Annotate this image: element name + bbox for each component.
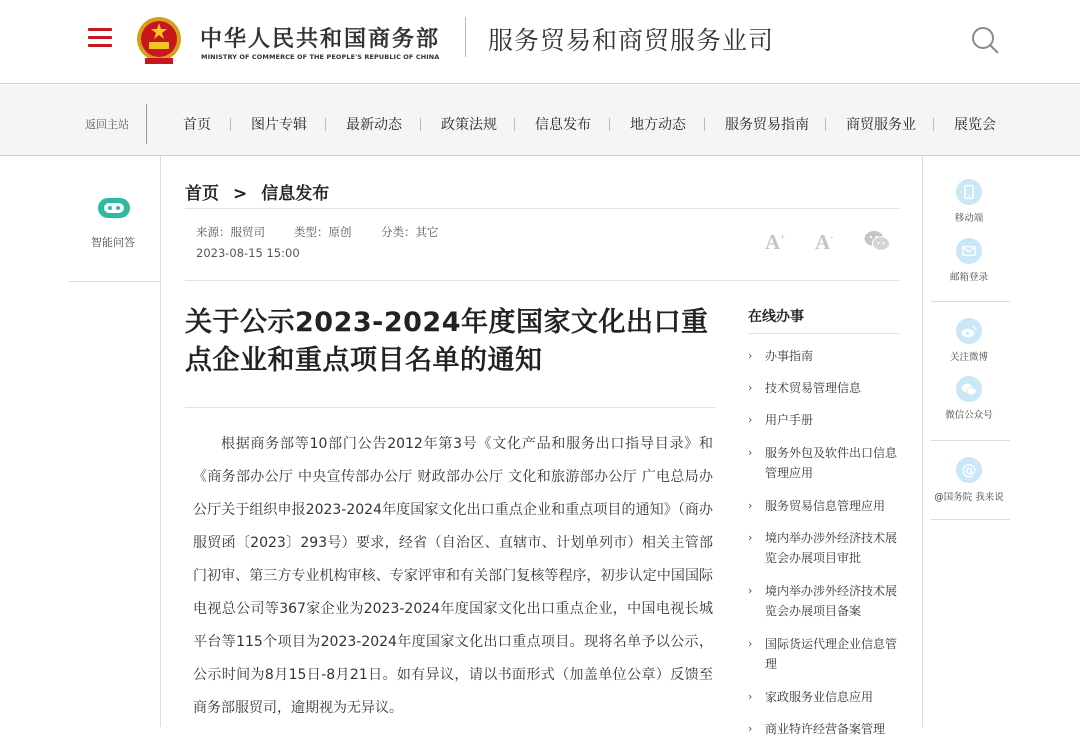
- mail-login-label[interactable]: 邮箱登录: [949, 272, 988, 283]
- nav-back-to-main-site[interactable]: 返回主站: [85, 118, 129, 131]
- nav-separator: [514, 118, 515, 131]
- nav-item-home[interactable]: 首页: [183, 117, 211, 133]
- chevron-right-icon: ›: [748, 722, 753, 735]
- nav-item-exhibitions[interactable]: 展览会: [954, 117, 996, 133]
- font-decrease-button[interactable]: A-: [815, 230, 834, 254]
- nav-item-policies[interactable]: 政策法规: [441, 117, 497, 133]
- service-link-housekeeping[interactable]: › 家政服务业信息应用: [748, 687, 900, 707]
- article-date: 2023-08-15 15:00: [196, 246, 300, 260]
- robot-chat-icon[interactable]: [97, 196, 131, 220]
- left-column-border: [160, 156, 161, 727]
- article-body: 根据商务部等10部门公告2012年第3号《文化产品和服务出口指导目录》和《商务部办公厅 中央宣传部办公厅 财政部办公厅 文化和旅游部办公厅 广电总局办公厅关于组织申报2023-2024年度国家文化出口重点企业和重点项目的通知》（商办服贸函〔2023〕293号）要求，经省（自治区、直辖市、计划单列市）相关主管部门初审、第三方专业机构审核、专家评审和有关部门复核等程序，初步认定中国国际电视总公司等367家企业为2023-2024年度国家文化出口重点企业，中国电视长城平台等115个项目为2023-2024年度国家文化出口重点项目。现将名单予以公示，公示时间为8月15日-8月21日。如有异议，请以书面形式（加盖单位公章）反馈至商务部服贸司，逾期视为无异议。: [193, 436, 713, 716]
- chevron-right-icon: ›: [748, 584, 753, 597]
- department-title[interactable]: 服务贸易和商贸服务业司: [488, 26, 775, 55]
- service-link-trade-info[interactable]: › 服务贸易信息管理应用: [748, 496, 900, 516]
- chevron-right-icon: ›: [748, 499, 753, 512]
- nav-separator: [704, 118, 705, 131]
- wechat-icon[interactable]: [956, 376, 982, 402]
- meta-divider: [185, 280, 899, 281]
- breadcrumb-divider: [185, 208, 899, 209]
- weibo-label[interactable]: 关注微博: [949, 352, 988, 363]
- chevron-right-icon: ›: [748, 637, 753, 650]
- nav-item-trade-guide[interactable]: 服务贸易指南: [725, 117, 809, 133]
- nav-separator: [825, 118, 826, 131]
- right-sidebar-divider: [931, 301, 1010, 302]
- ministry-name-cn: 中华人民共和国商务部: [200, 27, 441, 52]
- nav-divider: [146, 104, 147, 144]
- nav-separator: [325, 118, 326, 131]
- header-divider: [465, 17, 466, 57]
- mail-icon[interactable]: [956, 238, 982, 264]
- state-council-feedback-label[interactable]: @国务院 我来说: [934, 492, 1004, 503]
- service-link-user-manual[interactable]: › 用户手册: [748, 410, 900, 430]
- online-services-title: 在线办事: [748, 309, 804, 325]
- mobile-label[interactable]: 移动端: [954, 213, 984, 224]
- site-header: [0, 0, 1080, 84]
- chevron-right-icon: ›: [748, 690, 753, 703]
- breadcrumb: [185, 179, 329, 204]
- search-icon[interactable]: [970, 25, 1000, 55]
- ministry-name-en: MINISTRY OF COMMERCE OF THE PEOPLE'S REPUBLIC OF CHINA: [201, 53, 440, 61]
- hamburger-menu-icon[interactable]: [88, 28, 112, 48]
- chevron-right-icon: ›: [748, 349, 753, 362]
- at-sign-icon[interactable]: @: [956, 457, 982, 483]
- breadcrumb-separator: >: [233, 184, 248, 204]
- nav-item-commerce-services[interactable]: 商贸服务业: [846, 117, 916, 133]
- main-nav: [0, 85, 1080, 156]
- nav-item-releases[interactable]: 信息发布: [535, 117, 591, 133]
- chevron-right-icon: ›: [748, 446, 753, 459]
- nav-separator: [609, 118, 610, 131]
- chevron-right-icon: ›: [748, 531, 753, 544]
- chevron-right-icon: ›: [748, 381, 753, 394]
- ai-qa-label[interactable]: 智能问答: [91, 236, 135, 249]
- service-link-tech-trade[interactable]: › 技术贸易管理信息: [748, 378, 900, 398]
- wechat-official-account-label[interactable]: 微信公众号: [945, 410, 993, 421]
- weibo-icon[interactable]: [956, 318, 982, 344]
- service-link-freight-forwarding[interactable]: › 国际货运代理企业信息管理: [748, 634, 900, 674]
- nav-item-local-news[interactable]: 地方动态: [630, 117, 686, 133]
- breadcrumb-home[interactable]: 首页: [185, 184, 219, 204]
- nav-item-photo-albums[interactable]: 图片专辑: [251, 117, 307, 133]
- service-link-exhibition-approval[interactable]: › 境内举办涉外经济技术展览会办展项目审批: [748, 528, 900, 568]
- nav-separator: [933, 118, 934, 131]
- right-sidebar-divider: [931, 519, 1010, 520]
- right-sidebar-divider: [931, 440, 1010, 441]
- nav-separator: [420, 118, 421, 131]
- breadcrumb-current[interactable]: 信息发布: [261, 184, 330, 204]
- wechat-share-icon[interactable]: [864, 230, 890, 252]
- service-link-outsourcing[interactable]: › 服务外包及软件出口信息管理应用: [748, 443, 900, 483]
- article-title: 关于公示2023-2024年度国家文化出口重点企业和重点项目名单的通知: [185, 307, 709, 376]
- service-link-guide[interactable]: › 办事指南: [748, 346, 900, 366]
- right-column-border: [922, 156, 923, 727]
- nav-separator: [230, 118, 231, 131]
- service-link-exhibition-filing[interactable]: › 境内举办涉外经济技术展览会办展项目备案: [748, 581, 900, 621]
- title-divider: [185, 407, 716, 408]
- mobile-icon[interactable]: [956, 179, 982, 205]
- service-link-franchise[interactable]: › 商业特许经营备案管理: [748, 719, 900, 739]
- font-increase-button[interactable]: A+: [765, 230, 786, 254]
- left-sidebar-divider: [68, 281, 160, 282]
- chevron-right-icon: ›: [748, 413, 753, 426]
- nav-item-latest-news[interactable]: 最新动态: [346, 117, 402, 133]
- national-emblem-icon: [135, 14, 183, 66]
- online-services-divider: [748, 333, 899, 334]
- article-type: 类型：原创: [294, 225, 352, 239]
- article-source: 来源：服贸司: [196, 225, 265, 239]
- article-category: 分类：其它: [381, 225, 439, 239]
